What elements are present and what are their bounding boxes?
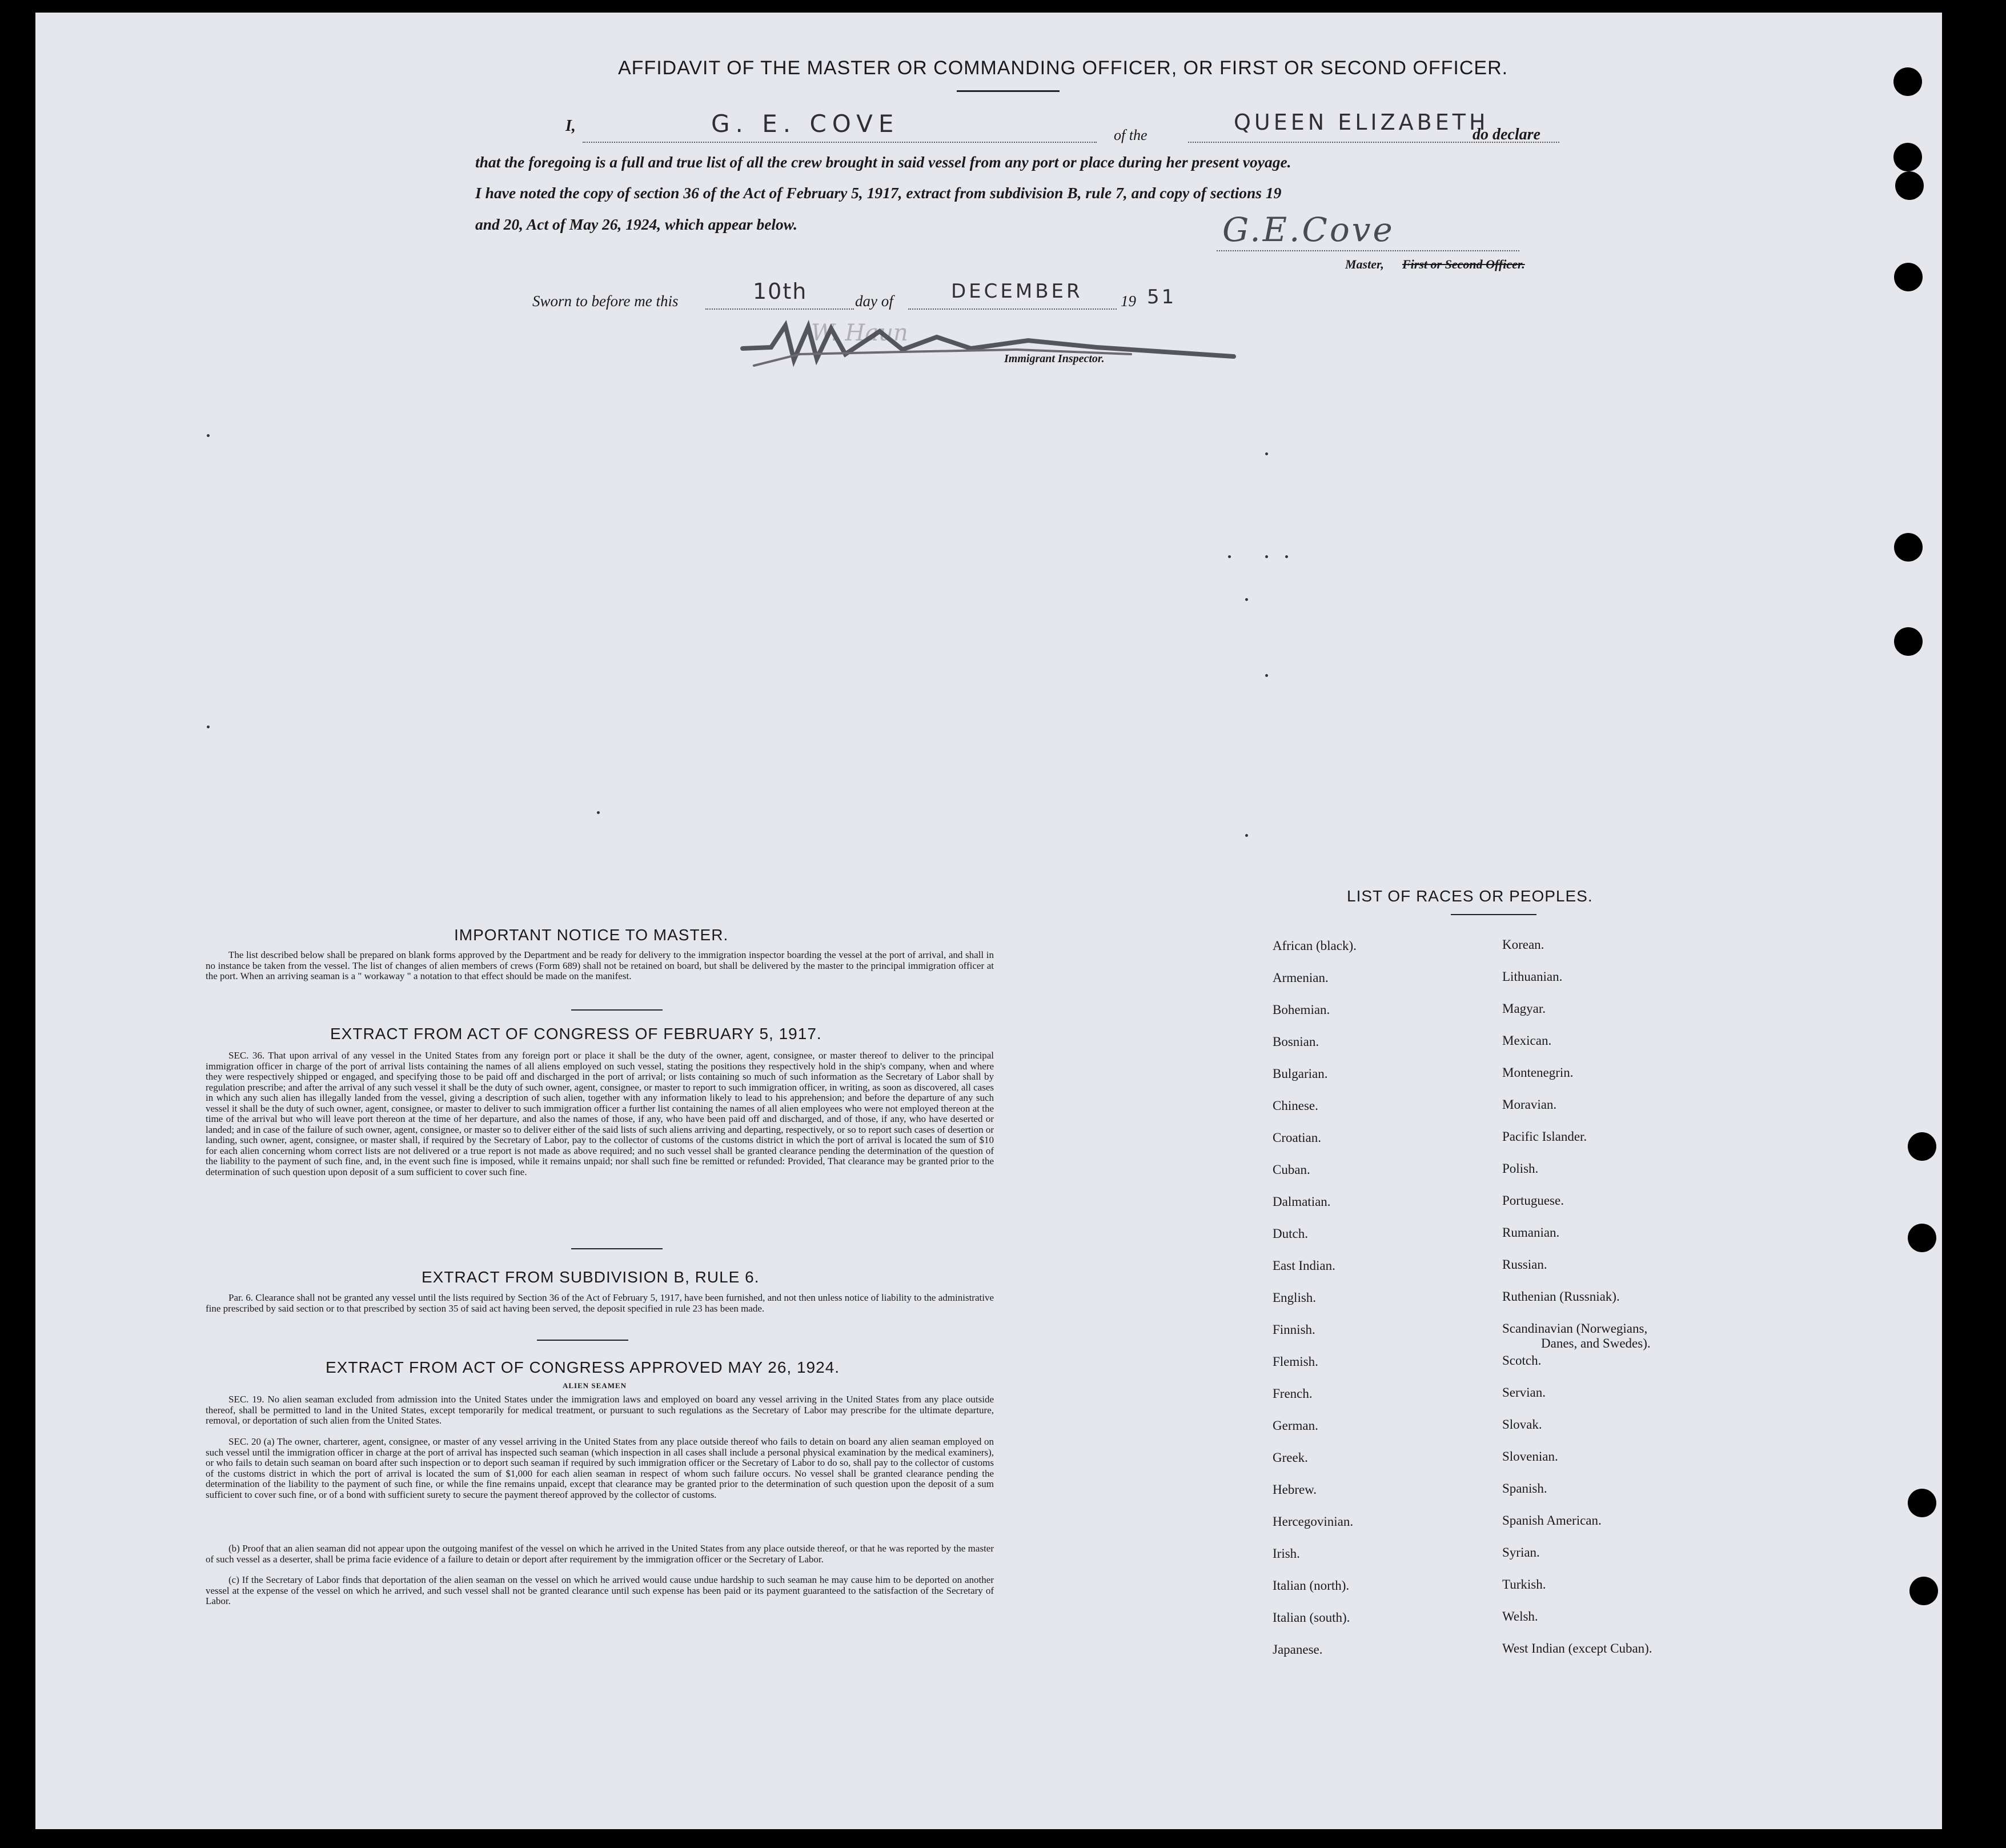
race-right: Portuguese. bbox=[1502, 1193, 1564, 1208]
race-right: Russian. bbox=[1502, 1257, 1547, 1272]
race-right: Scotch. bbox=[1502, 1353, 1542, 1368]
race-left: Irish. bbox=[1273, 1546, 1300, 1561]
month-value: DECEMBER bbox=[951, 280, 1083, 303]
race-right: Ruthenian (Russniak). bbox=[1502, 1289, 1620, 1304]
races-underline bbox=[1451, 914, 1536, 915]
signature-line bbox=[1217, 250, 1519, 251]
race-left: English. bbox=[1273, 1290, 1317, 1305]
declaration-line-2: that the foregoing is a full and true list of all the crew brought in said vessel from any port or place during her present voyage. bbox=[475, 153, 1291, 171]
scan-border bbox=[1942, 0, 2006, 1848]
notice-heading: IMPORTANT NOTICE TO MASTER. bbox=[454, 926, 729, 944]
extract1-heading: EXTRACT FROM ACT OF CONGRESS OF FEBRUARY 5, 1917. bbox=[330, 1025, 822, 1043]
sworn-label: Sworn to before me this bbox=[532, 292, 679, 310]
binder-hole bbox=[1893, 143, 1922, 171]
race-right: Magyar. bbox=[1502, 1001, 1546, 1016]
race-left: German. bbox=[1273, 1418, 1318, 1433]
year-prefix: 19 bbox=[1121, 292, 1136, 310]
day-of-label: day of bbox=[855, 292, 893, 310]
race-left: Croatian. bbox=[1273, 1131, 1321, 1145]
race-right: Scandinavian (Norwegians, bbox=[1502, 1321, 1648, 1336]
race-left: Finnish. bbox=[1273, 1322, 1315, 1337]
race-right: Slovenian. bbox=[1502, 1449, 1558, 1464]
race-right: Polish. bbox=[1502, 1161, 1539, 1176]
title-underline bbox=[957, 90, 1060, 92]
binder-hole bbox=[1908, 1132, 1936, 1161]
of-the-label: of the bbox=[1114, 127, 1148, 143]
day-value: 10th bbox=[753, 279, 808, 304]
race-left: Italian (south). bbox=[1273, 1610, 1350, 1625]
binder-hole bbox=[1894, 533, 1923, 562]
race-left: Italian (north). bbox=[1273, 1578, 1350, 1593]
year-value: 51 bbox=[1147, 286, 1177, 308]
race-left: Cuban. bbox=[1273, 1162, 1310, 1177]
race-right: Servian. bbox=[1502, 1385, 1546, 1400]
race-right: Montenegrin. bbox=[1502, 1065, 1574, 1080]
race-left: African (black). bbox=[1273, 939, 1357, 953]
binder-hole bbox=[1894, 627, 1923, 656]
race-left: Armenian. bbox=[1273, 971, 1329, 985]
race-left: Greek. bbox=[1273, 1450, 1308, 1465]
race-right-continuation: Danes, and Swedes). bbox=[1541, 1336, 1651, 1350]
race-left: Hebrew. bbox=[1273, 1482, 1317, 1497]
affidavit-title: AFFIDAVIT OF THE MASTER OR COMMANDING OFFICER, OR FIRST OR SECOND OFFICER. bbox=[618, 57, 1508, 79]
name-line bbox=[583, 142, 1097, 143]
speck bbox=[207, 434, 210, 437]
race-right: Welsh. bbox=[1502, 1609, 1538, 1623]
extract1-text: SEC. 36. That upon arrival of any vessel in the United States from any foreign port or place it shall be the duty of the owner, agent, consignee, or master thereof to deliver to the principal immigration officer in charge of the port of arrival lists containing the names of all aliens employed on such vessel, stating the positions they respectively hold in the ship's company, when and where they were respectively shipped or engaged, and specifying those to be paid off and discharged in the port of arrival; or lists containing so much of such information as the Secretary of Labor shall by regulation prescribe; and after the arrival of any such vessel it shall be the duty of such owner, agent, consignee, or master to report to such immigration officer, in writing, as soon as discovered, all cases in which any such alien has illegally landed from the vessel, giving a description of such alien, together with any information likely to lead to his apprehension; and before the departure of any such vessel it shall be the duty of such owner, agent, consignee, or master to deliver to such immigration officer a further list containing the names of all alien employees who were not employed thereon at the time of the arrival but who will leave port thereon at the time of her departure, and also the names of those, if any, who have been paid off and discharged, and of those, if any, who have deserted or landed; and in case of the failure of such owner, agent, consignee, or master so to deliver either of the said lists of such aliens arriving and departing, respectively, or so to report such cases of desertion or landing, such owner, agent, consignee, or master shall, if required by the Secretary of Labor, pay to the collector of customs of the customs district in which the port of arrival is located the sum of $10 for each alien concerning whom correct lists are not delivered or a true report is not made as above required; and no such vessel shall be granted clearance pending the determination of the question of the liability to the payment of such fine, and, in the event such fine is imposed, while it remains unpaid; nor shall such fine be remitted or refunded: Provided, That clearance may be granted prior to the determination of such question upon deposit of a sum sufficient to cover such fine. bbox=[206, 1050, 994, 1177]
binder-hole bbox=[1894, 263, 1923, 291]
speck bbox=[1285, 555, 1288, 558]
race-right: Slovak. bbox=[1502, 1417, 1542, 1432]
binder-hole bbox=[1895, 171, 1924, 200]
speck bbox=[1245, 834, 1248, 837]
races-heading: LIST OF RACES OR PEOPLES. bbox=[1347, 887, 1593, 905]
race-left: Bohemian. bbox=[1273, 1003, 1330, 1017]
notice-paragraph: The list described below shall be prepared on blank forms approved by the Department and be ready for delivery to the immigration inspector boarding the vessel at the port of arrival, and shall in no instance be taken from the vessel. The list of changes of alien members of crews (Form 689) shall not be retained on board, but shall be delivered by the master to the principal immigration officer at the port. When an arriving seaman is a " workaway " a notation to that effect should be made on the manifest. bbox=[206, 949, 994, 981]
speck bbox=[1245, 598, 1248, 601]
master-caption-struck: First or Second Officer. bbox=[1402, 257, 1525, 271]
race-left: Chinese. bbox=[1273, 1099, 1318, 1113]
race-right: Korean. bbox=[1502, 937, 1544, 952]
extract2-text: Par. 6. Clearance shall not be granted any vessel until the lists required by Section 36 of the Act of February 5, 1917, have been furnished, and not then unless notice of liability to the administrative fine prescribed by said section or to that prescribed by section 35 of said act having been served, the deposit specified in rule 23 has been made. bbox=[206, 1292, 994, 1314]
race-right: Moravian. bbox=[1502, 1097, 1557, 1112]
vessel-name: QUEEN ELIZABETH bbox=[1234, 110, 1489, 135]
race-right: Spanish. bbox=[1502, 1481, 1547, 1496]
race-left: Bosnian. bbox=[1273, 1035, 1319, 1049]
race-left: Dutch. bbox=[1273, 1226, 1308, 1241]
speck bbox=[1265, 555, 1268, 558]
extract3-sec20b: (b) Proof that an alien seaman did not appear upon the outgoing manifest of the vessel on which he arrived in the United States from any place outside thereof, or that he was reported by the master of such vessel as a deserter, shall be prima facie evidence of a failure to detain or deport after requirement by the immigration officer or the Secretary of Labor. bbox=[206, 1543, 994, 1565]
extract3-sec19: SEC. 19. No alien seaman excluded from admission into the United States under the immigration laws and employed on board any vessel arriving in the United States from any place outside thereof, shall be permitted to land in the United States, except temporarily for medical treatment, or pursuant to such regulations as the Secretary of Labor may prescribe for the ultimate departure, removal, or deportation of such alien from the United States. bbox=[206, 1394, 994, 1426]
race-left: Bulgarian. bbox=[1273, 1067, 1328, 1081]
divider bbox=[571, 1009, 663, 1011]
speck bbox=[1265, 674, 1268, 677]
day-line bbox=[705, 308, 854, 310]
binder-hole bbox=[1908, 1224, 1936, 1252]
divider bbox=[571, 1248, 663, 1249]
speck bbox=[1228, 555, 1231, 558]
race-right: Mexican. bbox=[1502, 1033, 1552, 1048]
inspector-caption: Immigrant Inspector. bbox=[1004, 352, 1105, 365]
binder-hole bbox=[1908, 1489, 1936, 1517]
speck bbox=[1265, 452, 1268, 455]
race-right: Spanish American. bbox=[1502, 1513, 1602, 1528]
race-right: Pacific Islander. bbox=[1502, 1129, 1587, 1144]
master-caption: Master, bbox=[1345, 257, 1384, 271]
divider bbox=[537, 1340, 628, 1341]
race-right: Turkish. bbox=[1502, 1577, 1546, 1592]
master-name: G. E. COVE bbox=[711, 110, 900, 138]
race-right: West Indian (except Cuban). bbox=[1502, 1641, 1652, 1655]
binder-hole bbox=[1893, 67, 1922, 96]
speck bbox=[597, 811, 600, 814]
race-right: Lithuanian. bbox=[1502, 969, 1563, 984]
inspector-signature-scrawl bbox=[731, 314, 1245, 383]
extract3-heading: EXTRACT FROM ACT OF CONGRESS APPROVED MAY 26, 1924. bbox=[326, 1358, 840, 1376]
race-left: Dalmatian. bbox=[1273, 1194, 1331, 1209]
race-left: East Indian. bbox=[1273, 1258, 1335, 1273]
race-left: Japanese. bbox=[1273, 1642, 1323, 1657]
extract3-sec20c: (c) If the Secretary of Labor finds that deportation of the alien seaman on the vessel on which he arrived would cause undue hardship to such seaman he may cause him to be deported on another vessel at the expense of the vessel on which he arrived, and such vessel shall not be granted clearance until such expense has been paid or its payment guaranteed to the satisfaction of the Secretary of Labor. bbox=[206, 1574, 994, 1606]
extract3-sec20a: SEC. 20 (a) The owner, charterer, agent, consignee, or master of any vessel arriving in the United States from any place outside thereof who fails to detain on board any alien seaman employed on such vessel until the immigration officer in charge at the port of arrival has inspected such seaman (which inspection in all cases shall include a personal physical examination by the medical examiners), or who fails to detain such seaman on board after such inspection or to deport such seaman if required by such immigration officer or the Secretary of Labor to do so, shall pay to the collector of customs of the customs district in which the port of arrival is located the sum of $1,000 for each alien seaman in respect of whom such failure occurs. No vessel shall be granted clearance pending the determination of the liability to the payment of such fine, or while the fine remains unpaid, except that clearance may be granted prior to the determination of such question upon the deposit of a sum sufficient to cover such fine, or of a bond with sufficient surety to secure the payment thereof approved by the collector of customs. bbox=[206, 1436, 994, 1500]
declaration-line-4: and 20, Act of May 26, 1924, which appear below. bbox=[475, 215, 798, 233]
master-signature: G.E.Cove bbox=[1222, 210, 1395, 249]
race-right: Rumanian. bbox=[1502, 1225, 1560, 1240]
speck bbox=[207, 725, 210, 728]
race-left: Hercegovinian. bbox=[1273, 1514, 1354, 1529]
race-right: Syrian. bbox=[1502, 1545, 1540, 1560]
month-line bbox=[908, 308, 1117, 310]
inspector-signature: W. Haun bbox=[811, 320, 908, 346]
binder-hole bbox=[1909, 1577, 1938, 1605]
extract2-heading: EXTRACT FROM SUBDIVISION B, RULE 6. bbox=[422, 1268, 760, 1286]
declaration-line-3: I have noted the copy of section 36 of the Act of February 5, 1917, extract from subdivision B, rule 7, and copy of sections 19 bbox=[475, 184, 1282, 202]
race-left: Flemish. bbox=[1273, 1354, 1318, 1369]
race-left: French. bbox=[1273, 1386, 1313, 1401]
extract3-subheading: ALIEN SEAMEN bbox=[563, 1381, 627, 1390]
i-label: I, bbox=[565, 117, 576, 135]
do-declare-label: do declare bbox=[1473, 126, 1540, 143]
